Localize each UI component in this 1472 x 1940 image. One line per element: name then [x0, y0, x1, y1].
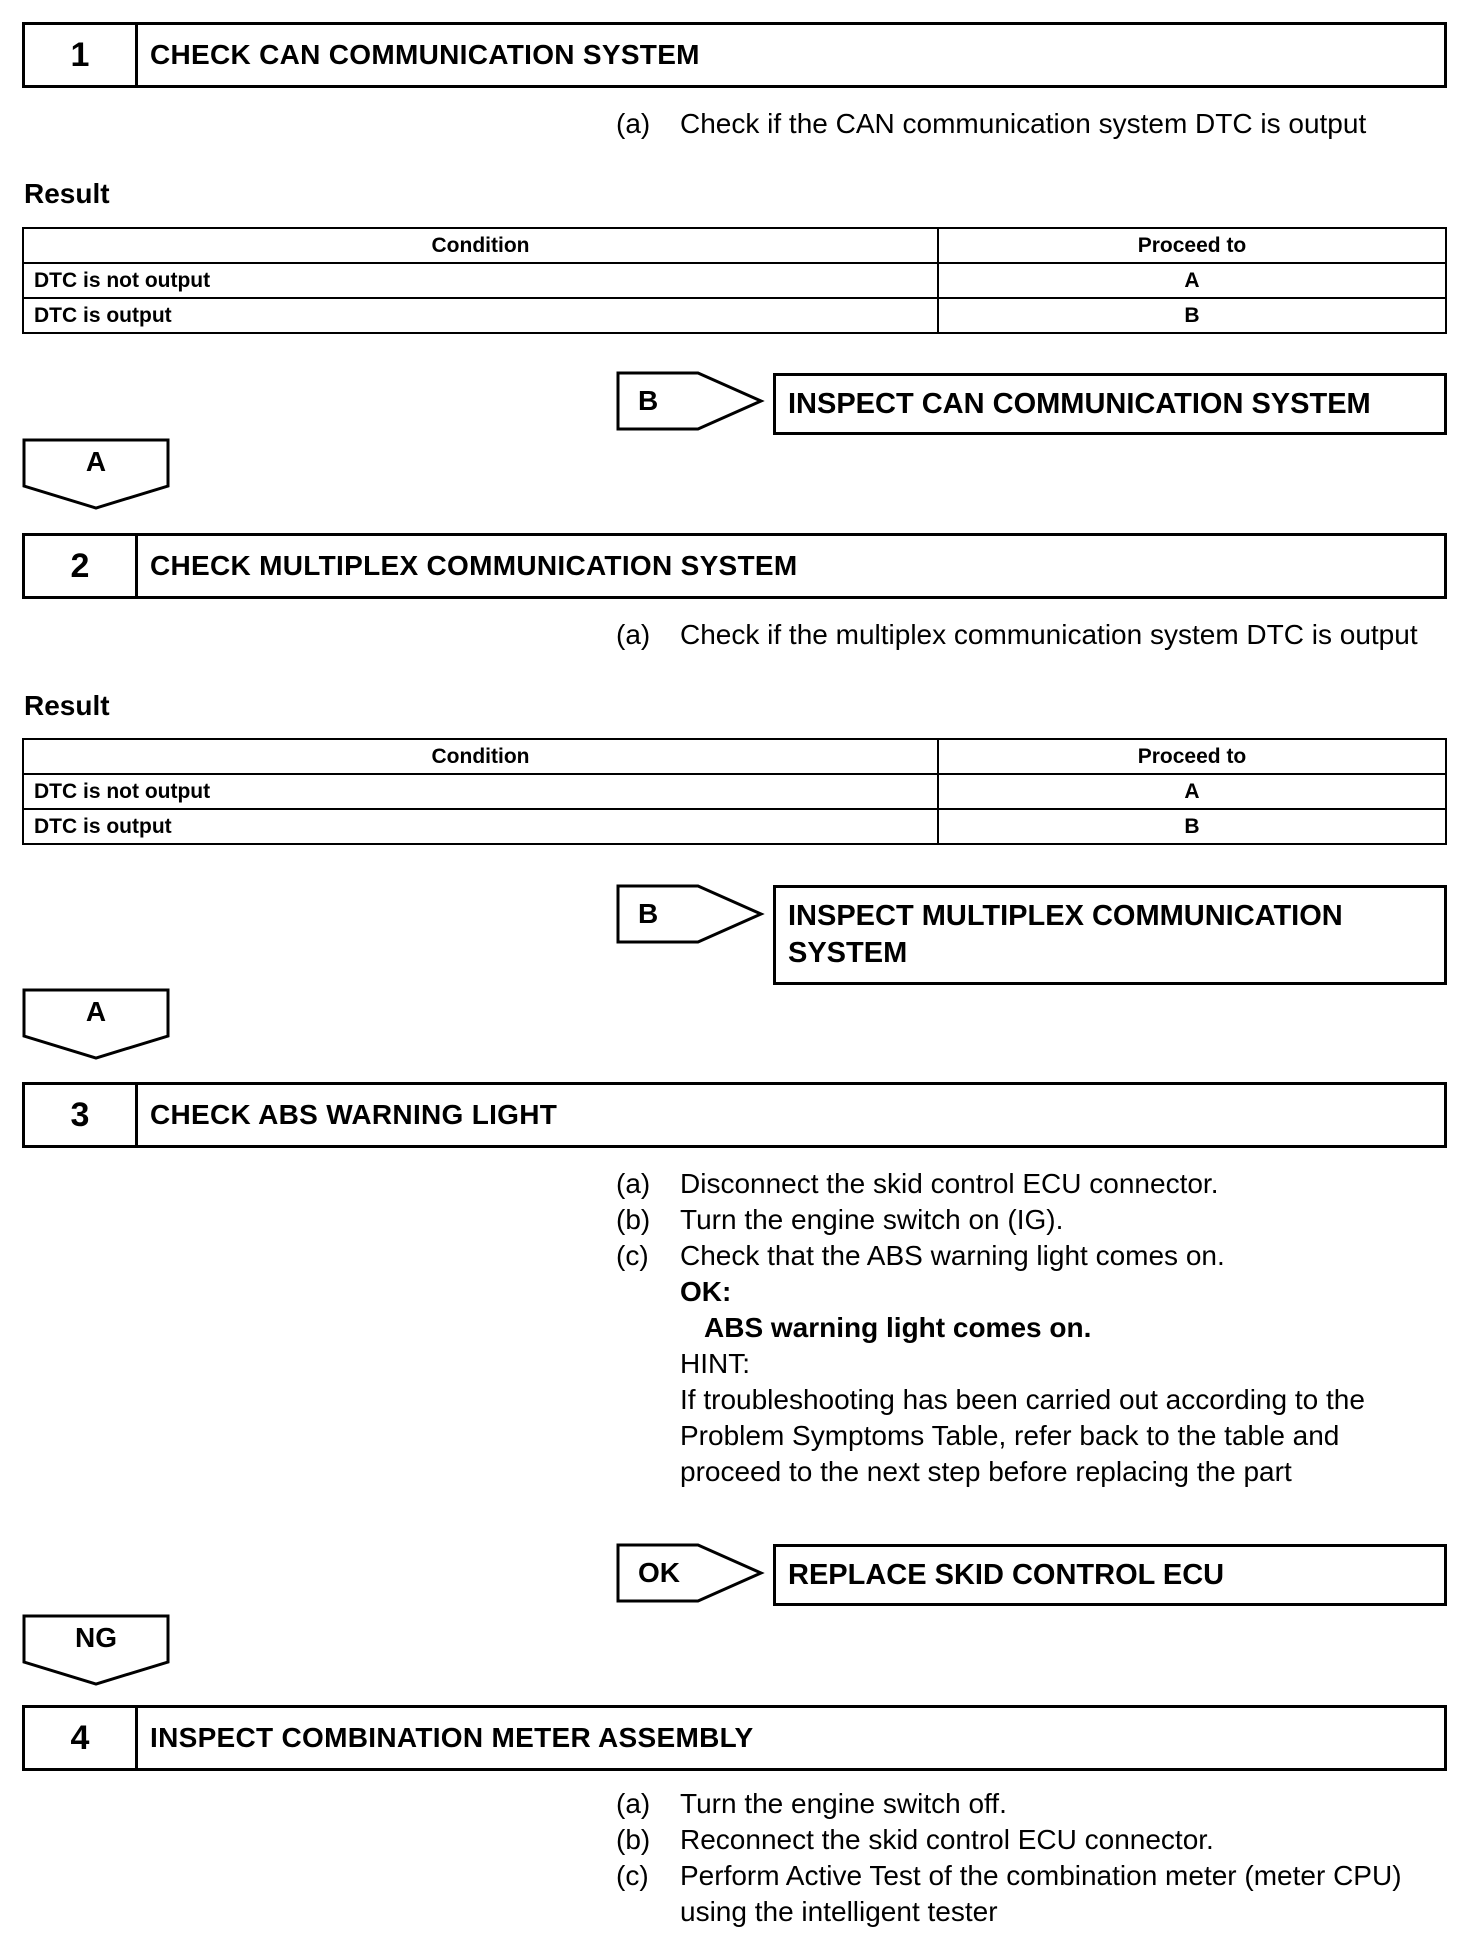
instruction-label: (a) [616, 619, 651, 650]
next-label: A [85, 446, 107, 477]
step-4-instructions [616, 1786, 1446, 1930]
instruction-label: (b) [616, 1204, 651, 1235]
instruction-text: Reconnect the skid control ECU connector. [680, 1824, 1214, 1855]
header-proceed: Proceed to [938, 228, 1446, 263]
step-number: 3 [25, 1085, 138, 1145]
step-title: CHECK CAN COMMUNICATION SYSTEM [150, 39, 700, 70]
cell-condition: DTC is output [23, 298, 938, 333]
next-arrow [22, 1614, 170, 1686]
step-1-instructions [616, 106, 1446, 142]
table-row [23, 298, 1446, 333]
branch-label: B [638, 385, 659, 416]
next-label: NG [75, 1622, 117, 1653]
hint-label: HINT: [680, 1348, 750, 1379]
header-condition: Condition [23, 739, 938, 774]
table-header-row [23, 228, 1446, 263]
next-arrow [22, 988, 170, 1060]
cell-proceed: A [938, 774, 1446, 809]
instruction-label: (c) [616, 1860, 649, 1891]
instruction-text: Check if the CAN communication system DTC is output [680, 108, 1367, 139]
cell-condition: DTC is not output [23, 263, 938, 298]
step-number: 1 [25, 25, 138, 85]
result-table [22, 738, 1447, 845]
table-header-row [23, 739, 1446, 774]
cell-condition: DTC is not output [23, 774, 938, 809]
next-arrow [22, 438, 170, 510]
result-label: Result [24, 690, 110, 721]
cell-proceed: A [938, 263, 1446, 298]
step-title: CHECK ABS WARNING LIGHT [150, 1099, 558, 1130]
result-table [22, 227, 1447, 334]
step-4-header [22, 1705, 1447, 1771]
branch-destination: INSPECT CAN COMMUNICATION SYSTEM [773, 373, 1447, 435]
instruction-text: Check that the ABS warning light comes on. [680, 1240, 1225, 1271]
branch-label: OK [638, 1557, 680, 1588]
result-label: Result [24, 178, 110, 209]
step-title: CHECK MULTIPLEX COMMUNICATION SYSTEM [150, 550, 798, 581]
cell-proceed: B [938, 809, 1446, 844]
header-condition: Condition [23, 228, 938, 263]
branch-destination: REPLACE SKID CONTROL ECU [773, 1544, 1447, 1606]
branch-arrow [616, 884, 766, 944]
instruction-label: (a) [616, 108, 651, 139]
branch-arrow [616, 371, 766, 431]
hint-text: If troubleshooting has been carried out according to the Problem Symptoms Table, refer back to the table and proceed to the next step before replacing the part [680, 1384, 1365, 1487]
table-row [23, 774, 1446, 809]
step-2-instructions [616, 617, 1446, 653]
step-number: 2 [25, 536, 138, 596]
instruction-label: (a) [616, 1788, 651, 1819]
instruction-text: Perform Active Test of the combination meter (meter CPU) using the intelligent tester [680, 1860, 1402, 1927]
next-label: A [85, 996, 107, 1027]
instruction-text: Turn the engine switch on (IG). [680, 1204, 1064, 1235]
step-2-header [22, 533, 1447, 599]
step-number: 4 [25, 1708, 138, 1768]
ok-criteria: ABS warning light comes on. [704, 1312, 1092, 1343]
instruction-text: Disconnect the skid control ECU connector. [680, 1168, 1219, 1199]
ok-label: OK: [680, 1276, 732, 1307]
table-row [23, 809, 1446, 844]
step-3-header [22, 1082, 1447, 1148]
step-title: INSPECT COMBINATION METER ASSEMBLY [150, 1722, 754, 1753]
step-3-instructions [616, 1166, 1446, 1490]
instruction-text: Check if the multiplex communication system DTC is output [680, 619, 1418, 650]
instruction-label: (c) [616, 1240, 649, 1271]
step-1-header [22, 22, 1447, 88]
branch-arrow [616, 1543, 766, 1603]
instruction-label: (a) [616, 1168, 651, 1199]
branch-label: B [638, 898, 659, 929]
cell-proceed: B [938, 298, 1446, 333]
cell-condition: DTC is output [23, 809, 938, 844]
instruction-text: Turn the engine switch off. [680, 1788, 1007, 1819]
branch-destination: INSPECT MULTIPLEX COMMUNICATION SYSTEM [773, 885, 1447, 985]
instruction-label: (b) [616, 1824, 651, 1855]
table-row [23, 263, 1446, 298]
header-proceed: Proceed to [938, 739, 1446, 774]
